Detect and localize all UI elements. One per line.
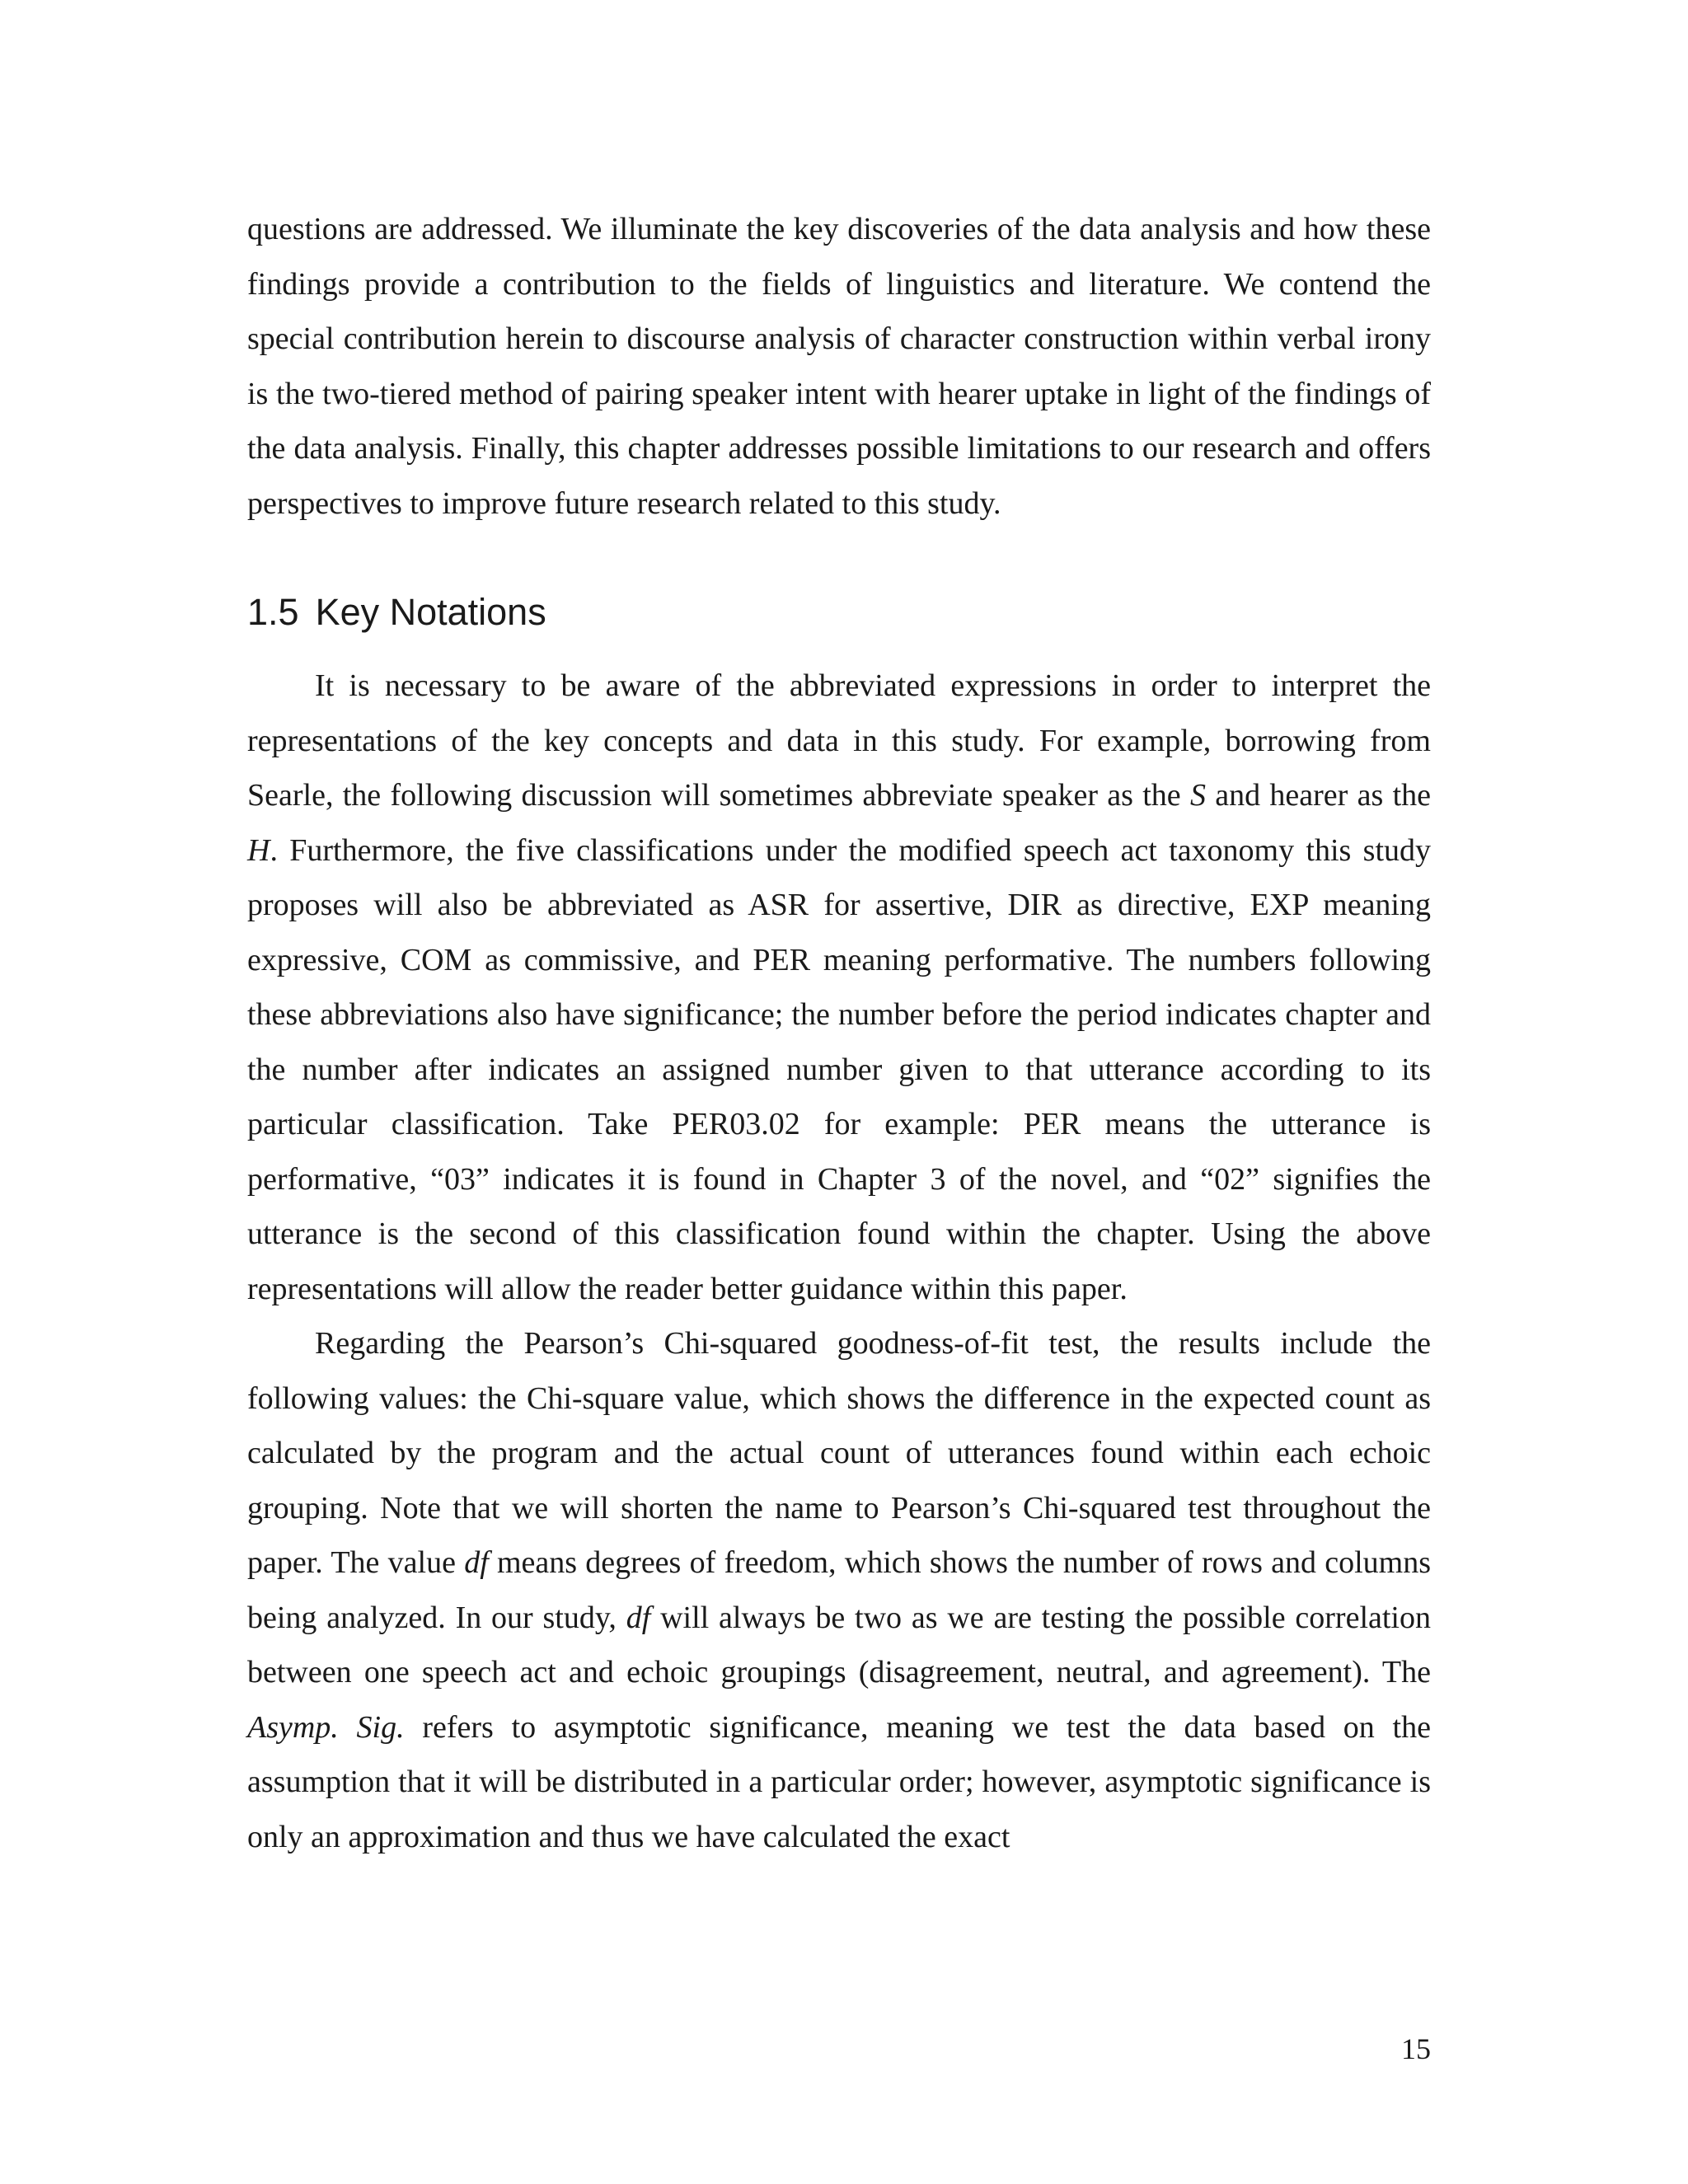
asymp-sig-term: Asymp. Sig. [247,1709,405,1745]
section-number: 1.5 [247,591,299,633]
df-term-1: df [464,1545,489,1580]
chi-squared-paragraph [247,1316,1431,1864]
df-term-2: df [626,1600,651,1635]
speaker-abbrev: S [1189,778,1206,813]
section-title: Key Notations [315,591,546,633]
hearer-abbrev: H [247,832,270,868]
chi-text-3: will always be two as we are testing the possible correlation between one speech act and echoic groupings (disagreement, neutral, and agreement). The [247,1600,1431,1690]
notations-text-2: and hearer as the [1205,778,1431,813]
section-heading [247,588,1431,637]
page-number: 15 [1401,2032,1431,2065]
chi-text-4: refers to asymptotic significance, meaning we test the data based on the assumption that it will be distributed in a particular order; however, asymptotic significance is only an approximation and thus we have calculated the exact [247,1709,1431,1854]
page-body [247,202,1431,1864]
notations-text-1: It is necessary to be aware of the abbreviated expressions in order to interpret the representations of the key concepts and data in this study. For example, borrowing from Searle, the following discussion will sometimes abbreviate speaker as the [247,668,1431,813]
chi-text-2: means degrees of freedom, which shows the number of rows and columns being analyzed. In our study, [247,1545,1431,1635]
chi-text-1: Regarding the Pearson’s Chi-squared goodness-of-fit test, the results include the following values: the Chi-square value, which shows the difference in the expected count as calculated by the program and the actual count of utterances found within each echoic grouping. Note that we will shorten the name to Pearson’s Chi-squared test throughout the paper. The value [247,1326,1431,1580]
notations-text-3: . Furthermore, the five classifications under the modified speech act taxonomy this study proposes will also be abbreviated as ASR for assertive, DIR as directive, EXP meaning expressive, COM as commissive, and PER meaning performative. The numbers following these abbreviations also have significance; the number before the period indicates chapter and the number after indicates an assigned number given to that utterance according to its particular classification. Take PER03.02 for example: PER means the utterance is performative, “03” indicates it is found in Chapter 3 of the novel, and “02” signifies the utterance is the second of this classification found within the chapter. Using the above representations will allow the reader better guidance within this paper. [247,832,1431,1306]
intro-paragraph: questions are addressed. We illuminate the key discoveries of the data analysis and how these findings provide a contribution to the fields of linguistics and literature. We contend the special contribution herein to discourse analysis of character construction within verbal irony is the two-tiered method of pairing speaker intent with hearer uptake in light of the findings of the data analysis. Finally, this chapter addresses possible limitations to our research and offers perspectives to improve future research related to this study. [247,212,1431,521]
notations-paragraph [247,658,1431,1316]
